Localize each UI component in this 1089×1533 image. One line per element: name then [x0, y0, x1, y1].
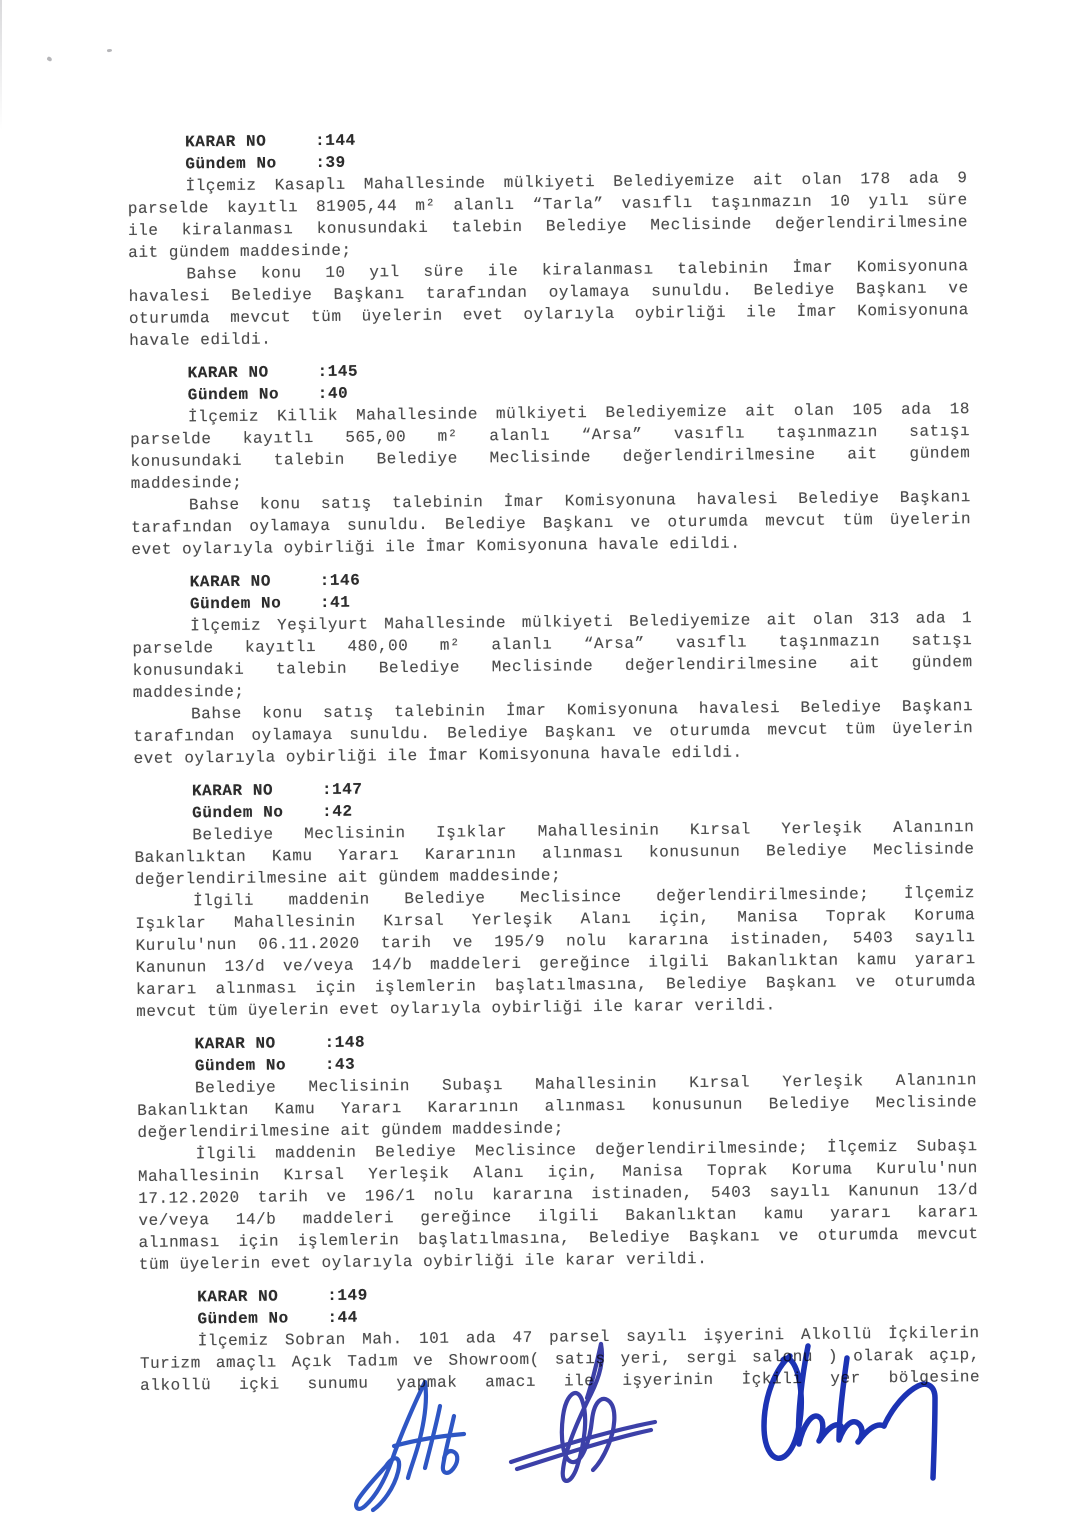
text-line: parselde kayıtlı 480,00 m² alanlı “Arsa” vasıflı taşınmazın satışı: [132, 631, 973, 658]
decision-no-row-value: :146: [319, 571, 361, 591]
decision-section: [132, 563, 974, 770]
agenda-no-row-value: :40: [317, 384, 349, 404]
text-line: Bakanlıktan Kamu Yararı Kararının alınması konusunun Belediye Meclisinde: [137, 1093, 978, 1120]
text-line: Mahallesinin Kırsal Yerleşik Alanı için, Manisa Toprak Koruma Kurulu'nun: [137, 1159, 978, 1186]
text-line: İlçemiz Kasaplı Mahallesinde mülkiyeti Belediyemize ait olan 178 ada 9: [185, 169, 968, 196]
text-line: evet oylarıyla oybirliği ile İmar Komisyonuna havale edildi.: [133, 743, 743, 768]
signature-right: [750, 1334, 942, 1494]
document-body: [127, 123, 980, 1408]
text-line: maddesinde;: [130, 473, 243, 493]
agenda-no-row-label: Gündem No: [197, 1309, 289, 1329]
scan-edge-artifact: [0, 0, 2, 130]
decision-no-row-value: :147: [321, 780, 363, 799]
decision-no-row-label: KARAR NO: [187, 363, 269, 383]
text-line: Bahse konu 10 yıl süre ile kiralanması talebinin İmar Komisyonuna: [186, 257, 969, 284]
agenda-no-row-label: Gündem No: [187, 385, 280, 405]
agenda-no-row-value: :42: [322, 802, 353, 821]
text-line: ait gündem maddesinde;: [128, 241, 352, 262]
agenda-no-row-label: Gündem No: [185, 154, 277, 174]
text-line: tüm üyelerin evet oylarıyla oybirliği ile karar verildi.: [138, 1249, 708, 1274]
agenda-no-row-label: Gündem No: [194, 1056, 287, 1076]
text-line: İlçemiz Killik Mahallesinde mülkiyeti Belediyemize ait olan 105 ada 18: [187, 400, 971, 427]
text-line: Kanunun 13/d ve/veya 14/b maddeleri gereğince ilgili Bakanlıktan kamu yararı: [135, 950, 976, 977]
agenda-no-row-label: Gündem No: [192, 803, 284, 823]
text-line: Kurulu'nun 06.11.2020 tarih ve 195/9 nolu kararına istinaden, 5403 sayılı: [135, 928, 976, 955]
text-line: alınması için işlemlerin başlatılmasına, Belediye Başkanı ve oturumda mevcut: [138, 1225, 979, 1252]
text-line: İlgili maddenin Belediye Meclisince değerlendirilmesinde; İlçemiz Subaşı: [195, 1137, 978, 1164]
text-line: mevcut tüm üyelerin evet oylarıyla oybirliği ile karar verildi.: [136, 996, 776, 1021]
text-line: havale edildi.: [129, 330, 272, 350]
text-line: Bakanlıktan Kamu Yararı Kararının alınması konusunun Belediye Meclisinde: [134, 840, 975, 867]
decision-no-row-label: KARAR NO: [194, 1034, 276, 1054]
text-line: konusundaki talebin Belediye Meclisinde değerlendirilmesine ait gündem: [130, 444, 971, 471]
text-line: maddesinde;: [132, 682, 245, 702]
text-line: oturumda mevcut tüm üyelerin evet oylarıyla oybirliği ile İmar Komisyonuna: [128, 301, 970, 328]
agenda-no-row-value: :41: [319, 593, 351, 613]
text-line: ve/veya 14/b maddeleri gereğince ilgili Bakanlıktan kamu yararı kararı: [138, 1203, 979, 1230]
text-line: Turizm amaçlı Açık Tadım ve Showroom( satış yeri, sergi salonu ) olarak açıp,: [139, 1346, 980, 1373]
decision-section: [134, 772, 976, 1023]
decision-no-row-label: KARAR NO: [189, 572, 272, 592]
text-line: Işıklar Mahallesinin Kırsal Yerleşik Alanı için, Manisa Toprak Koruma: [135, 906, 976, 933]
scan-speck: [107, 49, 113, 53]
text-line: Belediye Meclisinin Işıklar Mahallesinin Kırsal Yerleşik Alanının: [192, 818, 975, 845]
text-line: konusundaki talebin Belediye Meclisinde değerlendirilmesine ait gündem: [132, 653, 973, 680]
decision-no-row-value: :144: [315, 131, 356, 151]
decision-section: [127, 123, 969, 352]
text-line: ile kiralanması konusundaki talebin Belediye Meclisinde değerlendirilmesine: [127, 213, 969, 240]
text-line: havalesi Belediye Başkanı tarafından oylamaya sunuldu. Belediye Başkanı ve: [128, 279, 969, 306]
decision-section: [136, 1025, 978, 1276]
decision-no-row-value: :145: [317, 362, 359, 382]
agenda-no-row-value: :43: [324, 1055, 356, 1074]
text-line: İlçemiz Yeşilyurt Mahallesinde mülkiyeti Belediyemize ait olan 313 ada 1: [190, 609, 973, 636]
signature-left: [352, 1372, 482, 1522]
agenda-no-row-value: :44: [327, 1308, 358, 1327]
text-line: İlçemiz Sobran Mah. 101 ada 47 parsel sayılı işyerini Alkollü İçkilerin: [197, 1324, 980, 1351]
text-line: parselde kayıtlı 81905,44 m² alanlı “Tarla” vasıflı taşınmazın 10 yılı süre: [127, 191, 968, 218]
text-line: kararı alınması için işlemlerin başlatılmasına, Belediye Başkanı ve oturumda: [135, 972, 977, 999]
text-line: tarafından oylamaya sunuldu. Belediye Başkanı ve oturumda mevcut tüm üyelerin: [131, 510, 972, 537]
signature-middle: [503, 1336, 663, 1501]
text-line: tarafından oylamaya sunuldu. Belediye Başkanı ve oturumda mevcut tüm üyelerin: [133, 719, 974, 746]
agenda-no-row-value: :39: [315, 153, 346, 173]
text-line: evet oylarıyla oybirliği ile İmar Komisyonuna havale edildi.: [131, 534, 741, 559]
text-line: alkollü içki sunumu yapmak amacı ile işyerinin İçkili yer bölgesine: [140, 1368, 981, 1395]
text-line: değerlendirilmesine ait gündem maddesinde;: [134, 866, 562, 889]
text-line: 17.12.2020 tarih ve 196/1 nolu kararına istinaden, 5403 sayılı Kanunun 13/d: [138, 1181, 979, 1208]
decision-no-row-value: :149: [327, 1286, 368, 1305]
text-line: Belediye Meclisinin Subaşı Mahallesinin Kırsal Yerleşik Alanının: [194, 1071, 978, 1098]
agenda-no-row-label: Gündem No: [189, 594, 282, 614]
scan-speck: [46, 56, 52, 62]
decision-no-row-label: KARAR NO: [191, 781, 274, 801]
text-line: değerlendirilmesine ait gündem maddesinde;: [137, 1119, 564, 1142]
text-line: İlgili maddenin Belediye Meclisince değerlendirilmesinde; İlçemiz: [192, 884, 976, 911]
text-line: parselde kayıtlı 565,00 m² alanlı “Arsa” vasıflı taşınmazın satışı: [130, 422, 971, 449]
decision-no-row-value: :148: [324, 1033, 366, 1052]
text-line: Bahse konu satış talebinin İmar Komisyonuna havalesi Belediye Başkanı: [188, 488, 971, 515]
text-line: Bahse konu satış talebinin İmar Komisyonuna havalesi Belediye Başkanı: [191, 697, 974, 724]
decision-no-row-label: KARAR NO: [197, 1287, 279, 1307]
decision-section: [129, 354, 971, 561]
decision-no-row-label: KARAR NO: [185, 132, 267, 152]
